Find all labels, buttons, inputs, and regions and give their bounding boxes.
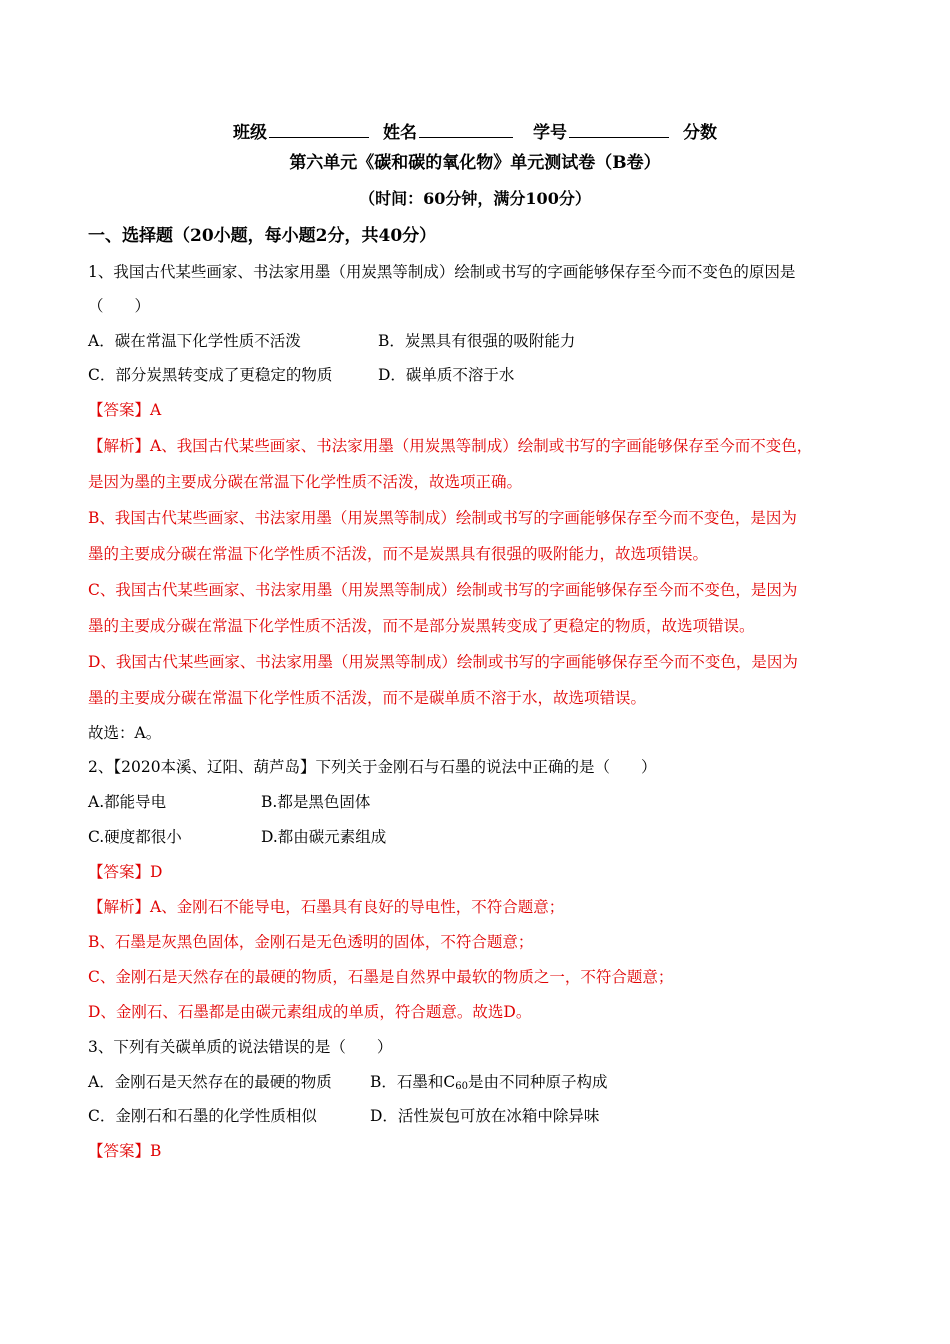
q3-answer [88,1141,161,1161]
q1-stem: 1、我国古代某些画家、书法家用墨（用炭黑等制成）绘制或书写的字画能够保存至今而不变色的原因是 [88,263,796,281]
answer-value: A [150,401,162,419]
q1-answer [88,400,161,420]
class-blank[interactable] [269,121,369,138]
q1-analysis-line: D、我国古代某些画家、书法家用墨（用炭黑等制成）绘制或书写的字画能够保存至今而不变色，是因为 [88,653,798,671]
q1-analysis-line: 墨的主要成分碳在常温下化学性质不活泼，而不是炭黑具有很强的吸附能力，故选项错误。 [88,545,709,563]
class-label: 班级 [233,123,267,143]
student-no-blank[interactable] [569,121,669,138]
q3-option-b: B．石墨和$C_{60}$是由不同种原子构成 [370,1073,608,1092]
q2-analysis-line: B、石墨是灰黑色固体，金刚石是无色透明的固体，不符合题意； [88,933,534,951]
q2-option-d: D.都由碳元素组成 [261,828,387,846]
name-label: 姓名 [383,123,417,143]
page-subtitle: （时间：60分钟，满分100分） [359,189,591,208]
q1-conclusion: 故选：A。 [88,724,162,742]
answer-value: D [150,863,163,881]
q1-analysis-line: 【解析】A、我国古代某些画家、书法家用墨（用炭黑等制成）绘制或书写的字画能够保存至今而不变色， [88,437,813,455]
name-blank[interactable] [419,121,513,138]
analysis-label: 【解析】 [88,898,151,916]
q1-analysis-line: 是因为墨的主要成分碳在常温下化学性质不活泼，故选项正确。 [88,473,523,491]
analysis-label: 【解析】 [88,437,151,455]
answer-label: 【答案】 [88,401,151,419]
subscript: 60 [455,1081,468,1092]
q2-stem: 2、【2020本溪、辽阳、葫芦岛】下列关于金刚石与石墨的说法中正确的是（ ） [88,758,657,776]
answer-value: B [150,1142,162,1160]
section-heading: 一、选择题（20小题，每小题2分，共40分） [88,226,437,246]
q3-option-d: D．活性炭包可放在冰箱中除异味 [370,1107,600,1125]
q1-analysis-line: 墨的主要成分碳在常温下化学性质不活泼，而不是碳单质不溶于水，故选项错误。 [88,689,647,707]
q1-option-a: A．碳在常温下化学性质不活泼 [88,332,301,350]
q1-paren: （ ） [88,297,151,315]
q2-analysis-line: 【解析】A、金刚石不能导电，石墨具有良好的导电性，不符合题意； [88,898,565,916]
q1-analysis-line: B、我国古代某些画家、书法家用墨（用炭黑等制成）绘制或书写的字画能够保存至今而不变色，是因为 [88,509,797,527]
q3-option-a: A．金刚石是天然存在的最硬的物质 [88,1073,332,1091]
q1-analysis-line: C、我国古代某些画家、书法家用墨（用炭黑等制成）绘制或书写的字画能够保存至今而不变色，是因为 [88,581,798,599]
answer-label: 【答案】 [88,863,151,881]
page-title: 第六单元《碳和碳的氧化物》单元测试卷（B卷） [289,153,661,173]
score-label: 分数 [683,123,717,143]
q2-answer [88,862,162,882]
q1-option-d: D．碳单质不溶于水 [378,366,515,384]
q3-stem: 3、下列有关碳单质的说法错误的是（ ） [88,1038,393,1056]
student-info-row [0,118,950,143]
answer-label: 【答案】 [88,1142,151,1160]
q1-option-c: C．部分炭黑转变成了更稳定的物质 [88,366,333,384]
q3-option-c: C．金刚石和石墨的化学性质相似 [88,1107,317,1125]
q1-analysis-line: 墨的主要成分碳在常温下化学性质不活泼，而不是部分炭黑转变成了更稳定的物质，故选项错误。 [88,617,755,635]
q2-option-a: A.都能导电 [88,793,167,811]
q2-analysis-line: D、金刚石、石墨都是由碳元素组成的单质，符合题意。故选D。 [88,1003,532,1021]
q2-analysis-line: C、金刚石是天然存在的最硬的物质，石墨是自然界中最软的物质之一，不符合题意； [88,968,674,986]
q2-option-b: B.都是黑色固体 [261,793,371,811]
student-no-label: 学号 [533,123,567,143]
q1-option-b: B．炭黑具有很强的吸附能力 [378,332,576,350]
q2-option-c: C.硬度都很小 [88,828,182,846]
